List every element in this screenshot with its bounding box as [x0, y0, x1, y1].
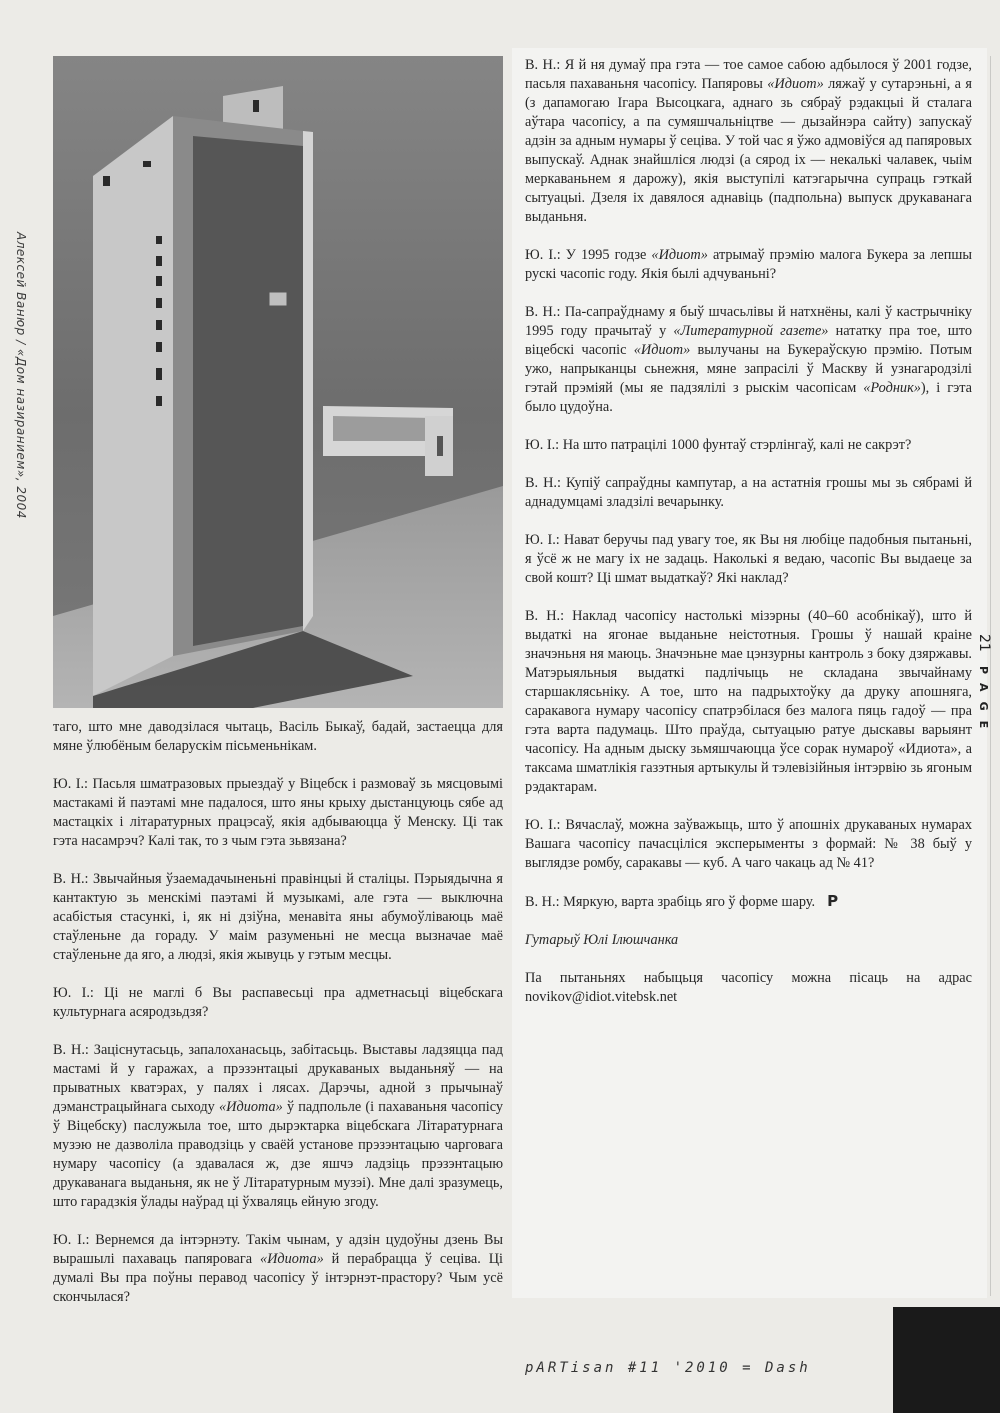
- paragraph: [53, 1041, 503, 1212]
- installation-photo: [53, 56, 503, 708]
- paragraph-text: ), і гэта было цудоўна.: [525, 380, 972, 415]
- paragraph-text: В. Н.: Па-сапраўднаму я быў шчасьлівы й натхнёны, калі ў кастрычніку 1995 году прачытаў у: [525, 304, 972, 339]
- paragraph: [53, 1231, 503, 1307]
- paragraph: [525, 816, 972, 873]
- paragraph: [525, 892, 972, 912]
- paragraph: [525, 531, 972, 588]
- paragraph-text: Ю. І.: Пасьля шматразовых прыездаў у Віцебск і размоваў зь мясцовымі мастакамі й паэтамі мне падалося, што яны крыху дыстанцуюць сябе ад мастацкіх і літаратурных працэсаў, якія адбываюцца ў Менску. Ці так гэта насамрэч? Калі так, то з чым гэта зьвязана?: [53, 776, 503, 849]
- paragraph-text: й перабрацца ў сеціва. Ці думалі Вы пра поўны перавод часопісу ў інтэрнэт-прастору? Чым усё скончылася?: [53, 1251, 503, 1305]
- left-text-column: [53, 718, 503, 1326]
- right-text-column: [525, 56, 972, 1026]
- paragraph: [525, 931, 972, 950]
- journal-title: «Идиота»: [218, 1099, 283, 1115]
- paragraph-text: Ю. І.: На што патрацілі 1000 фунтаў стэрлінгаў, калі не сакрэт?: [525, 437, 912, 453]
- paragraph-text: ляжаў у сутарэньні, а я (з дапамогаю Ігара Высоцкага, аднаго зь сябраў рэдакцыі й сталага аўтара часопісу, а па сумяшчальніцтве — дызайнэра сайту) запускаў адзін за адным нумары ў сеціва. У той час я ўжо адмовіўся ад папяровых выпускаў. Аднак знайшліся людзі (а сярод іх — некалькі чалавек, чыім меркаваньнем я дарожу), якія выступілі катэгарычна супраць гэткай сытуацыі. Дзеля іх давялося аднавіць (падпольна) выпуск друкаванага выданьня.: [525, 76, 972, 225]
- photo-caption-text: Алексей Ванюр / «Дом назиранием», 2004: [14, 232, 28, 519]
- paragraph-text: нататку пра тое, што віцебскі часопіс: [525, 323, 972, 358]
- paragraph-text: В. Н.: Я й ня думаў пра гэта — тое самое сабою адбылося ў 2001 годзе, пасьля пахаваньня часопісу. Папяровы: [525, 57, 972, 92]
- paragraph: [525, 246, 972, 284]
- paragraph: [53, 718, 503, 756]
- interviewer-credit: Гутарыў Юлі Ілюшчанка: [525, 932, 679, 948]
- page-side-tab: [976, 634, 996, 784]
- paragraph: [525, 474, 972, 512]
- paragraph-text: В. Н.: Купіў сапраўдны кампутар, а на астатнія грошы мы зь сябрамі й аднадумцамі зладзілі вечарынку.: [525, 475, 972, 510]
- paragraph-text: Ю. І.: Ці не маглі б Вы распавесьці пра адметнасьці віцебскага культурнага асяродзьдзя?: [53, 985, 503, 1020]
- journal-title: «Идиот»: [633, 342, 691, 358]
- paragraph-text: вылучаны на Букераўскую прэмію. Потым ужо, напрыканцы сьнежня, мяне запрасілі ў Маскву й узнагародзілі гэтай прэміяй (мы яе падзялілі з рыскім часопісам: [525, 342, 972, 396]
- paragraph: [525, 303, 972, 417]
- journal-title: «Родник»: [863, 380, 921, 396]
- paragraph-text: В. Н.: Мяркую, варта зрабіць яго ў форме шару.: [525, 894, 816, 910]
- photo-caption: [14, 232, 58, 532]
- end-mark-icon: P: [827, 892, 839, 910]
- paragraph-text: ў падпольле (і пахаваньня часопісу ў Віцебску) паслужыла тое, што дырэктарка віцебскага Літаратурнага музэю не дазволіла праводзіць у сваёй установе прэзэнтацыю чарговага нумару часопісу (а здавалася ж, дзе яшчэ ладзіць прэзэнтацыю друкаванага выданьня, як не ў Літаратурным музэі). Мне далі зразумець, што гарадзкія ўлады наўрад ці ўхваляць ейную згоду.: [53, 1099, 504, 1210]
- paragraph-text: В. Н.: Наклад часопісу настолькі мізэрны (40–60 асобнікаў), што й выдаткі на ягонае выданьне нeістотныя. Грошы ў нашай краіне значэньня ня маюць. Значэньне мае цэнзурны кантроль з боку дзяржавы. Матэрыяльныя выдаткі падлічыць не складана звычайнаму старшаклясьніку. А тое, што на падрыхтоўку да друку апошняга, саракавога нумару часопісу спатрэбілася без малога пяць гадоў — пра гэта варта падумаць. Што праўда, сытуацыю ратуе дыскавы варыянт часопісу. На адным дыску зьмяшчаюцца ўсе сорак нумароў «Идиота», а таксама шматлікія газэтныя артыкулы й тэлевізійныя інтэрвію зь ягоным рэдактарам.: [525, 608, 972, 795]
- paragraph-text: таго, што мне даводзілася чытаць, Васіль Быкаў, бадай, застаецца для мяне ўлюбёным беларускім пісьменьнікам.: [53, 719, 503, 754]
- page-number: 21: [976, 634, 992, 652]
- journal-title: «Идиота»: [259, 1251, 324, 1267]
- contact-text: Па пытаньнях набыцьця часопісу можна пісаць на адрас novikov@idiot.vitebsk.net: [525, 970, 972, 1005]
- paragraph: [53, 984, 503, 1022]
- paragraph: [53, 870, 503, 965]
- paragraph: [525, 436, 972, 455]
- paragraph-text: Ю. І.: Вячаслаў, можна заўважыць, што ў апошніх друкаваных нумарах Вашага часопісу пачаcціліся эксперыменты з формай: № 38 быў у выглядзе ромбу, саракавы — куб. А чаго чакаць ад № 41?: [525, 817, 972, 871]
- paragraph-text: Ю. І.: У 1995 годзе: [525, 247, 652, 263]
- paragraph: [525, 969, 972, 1007]
- paragraph: [525, 607, 972, 797]
- page-label: PAGE: [977, 666, 990, 739]
- journal-title: «Идиот»: [767, 76, 824, 92]
- paragraph-text: В. Н.: Звычайныя ўзаемадачыненьні правінцыі й сталіцы. Пэрыядычна я кантактую зь менскімі паэтамі й музыкамі, але гэта — выключна асабістыя стасункі, і, як ні дзіўна, менавіта яны абумоўліваюць маё стаўленьне да гораду. У маім разуменьні не месца вызначае маё стаўленьне да яго, а людзі, якія жывуць у гэтым месцы.: [53, 871, 503, 963]
- paragraph: [53, 775, 503, 851]
- journal-title: «Литературной газете»: [673, 323, 829, 339]
- corner-black-block: [893, 1307, 1000, 1413]
- magazine-footer: pARTisan #11 '2010 = Dash: [525, 1360, 811, 1376]
- photo-illustration: [53, 56, 503, 708]
- paragraph-text: В. Н.: Зацiснутасьць, запалоханасьць, забітасьць. Выставы ладзяцца пад мастамі й у гаражах, а прэзэнтацыі друкаваных выданьняў — на прыватных кватэрах, у палях і лясах. Дарэчы, адной з прычынаў дэманстрацыйнага сыходу: [53, 1042, 503, 1115]
- journal-title: «Идиот»: [651, 247, 708, 263]
- paragraph: [525, 56, 972, 227]
- paragraph-text: Ю. І.: Вернемся да інтэрнэту. Такім чынам, у адзін цудоўны дзень Вы вырашылі пахаваць папяровага: [53, 1232, 503, 1267]
- paragraph-text: Ю. І.: Нават беручы пад увагу тое, як Вы ня любіце падобныя пытаньні, я ўсё ж не магу іх не задаць. Наколькі я ведаю, часопіс Вы выдаеце за свой кошт? Ці шмат выдаткаў? Які наклад?: [525, 532, 972, 586]
- paragraph-text: атрымаў прэмію малога Букера за лепшы рускі часопіс году. Якія былі адчуваньні?: [525, 247, 972, 282]
